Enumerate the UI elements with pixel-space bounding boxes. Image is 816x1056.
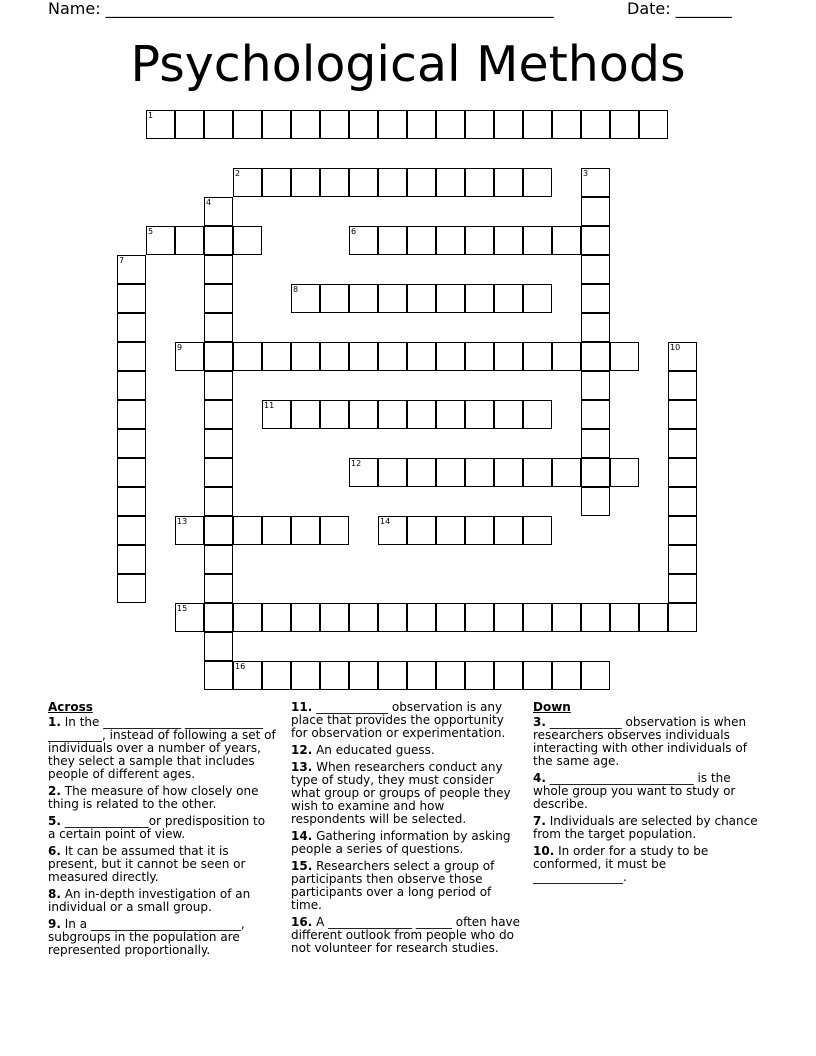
grid-cell[interactable] [494,168,523,197]
grid-cell[interactable] [465,342,494,371]
grid-cell[interactable] [523,458,552,487]
clue-item-text: ____________ observation is any place that provides the opportunity for observation or experimentation. [291,700,506,740]
clue-item-number: 6. [48,844,61,858]
grid-cell[interactable] [494,661,523,690]
grid-cell[interactable] [117,284,146,313]
grid-cell[interactable] [494,226,523,255]
grid-cell[interactable] [407,342,436,371]
grid-cell[interactable] [407,168,436,197]
clue-item-text: The measure of how closely one thing is related to the other. [48,784,259,811]
grid-cell[interactable] [349,342,378,371]
grid-cell[interactable] [233,226,262,255]
grid-cell[interactable] [378,458,407,487]
grid-cell[interactable] [523,516,552,545]
grid-cell[interactable] [494,110,523,139]
grid-cell[interactable] [610,342,639,371]
grid-cell[interactable] [523,603,552,632]
grid-cell[interactable] [204,313,233,342]
grid-cell[interactable] [320,168,349,197]
grid-cell[interactable] [320,342,349,371]
grid-cell[interactable] [552,458,581,487]
grid-cell[interactable] [262,516,291,545]
clue-number: 12 [351,459,362,468]
clue-item [48,918,276,957]
clue-number: 3 [583,169,589,178]
grid-cell[interactable] [204,574,233,603]
clue-item-number: 13. [291,760,313,774]
clue-number: 16 [235,662,246,671]
grid-cell[interactable] [668,371,697,400]
grid-cell[interactable] [320,661,349,690]
grid-cell[interactable] [291,661,320,690]
grid-cell[interactable] [639,110,668,139]
grid-cell[interactable] [581,458,610,487]
grid-cell[interactable] [436,168,465,197]
grid-cell[interactable] [610,110,639,139]
grid-cell[interactable] [407,110,436,139]
grid-cell[interactable] [436,110,465,139]
grid-cell[interactable] [523,661,552,690]
clue-item-text: Gathering information by asking people a series of questions. [291,829,511,856]
grid-cell[interactable] [233,110,262,139]
clue-item [291,701,521,740]
grid-cell[interactable] [204,661,233,690]
grid-cell[interactable] [523,284,552,313]
grid-cell[interactable] [465,226,494,255]
grid-cell[interactable] [233,603,262,632]
clue-number: 14 [380,517,391,526]
grid-cell[interactable] [378,661,407,690]
grid-cell[interactable] [581,603,610,632]
grid-cell[interactable] [581,313,610,342]
grid-cell[interactable] [378,400,407,429]
grid-cell[interactable] [204,255,233,284]
grid-cell[interactable] [465,516,494,545]
clue-number: 13 [177,517,188,526]
grid-cell[interactable] [552,603,581,632]
grid-cell[interactable] [668,458,697,487]
clue-number: 9 [177,343,183,352]
clue-item-number: 5. [48,814,61,828]
clue-item-number: 7. [533,814,546,828]
grid-cell[interactable] [117,487,146,516]
grid-cell[interactable] [668,603,697,632]
grid-cell[interactable] [407,284,436,313]
clue-item-number: 9. [48,917,61,931]
grid-cell[interactable] [581,661,610,690]
grid-cell[interactable] [291,516,320,545]
grid-cell[interactable] [668,545,697,574]
grid-cell[interactable] [610,603,639,632]
clue-item-number: 4. [533,771,546,785]
grid-cell[interactable] [523,168,552,197]
grid-cell[interactable] [378,110,407,139]
clue-item-number: 8. [48,887,61,901]
grid-cell[interactable] [378,342,407,371]
clue-item [48,845,276,884]
clue-number: 8 [293,285,299,294]
clue-item-number: 2. [48,784,61,798]
grid-cell[interactable] [494,603,523,632]
clue-item-text: A ______________ ______ often have different outlook from people who do not volunteer for research studies. [291,915,521,955]
clue-number: 10 [670,343,681,352]
grid-cell[interactable] [668,516,697,545]
grid-cell[interactable] [436,458,465,487]
clue-number: 6 [351,227,357,236]
clue-item-number: 10. [533,844,555,858]
clue-item-text: Researchers select a group of participants then observe those participants over a long period of time. [291,859,495,912]
grid-cell[interactable] [117,458,146,487]
grid-cell[interactable] [320,284,349,313]
grid-cell[interactable] [291,400,320,429]
grid-cell[interactable] [349,168,378,197]
grid-cell[interactable] [407,516,436,545]
grid-cell[interactable] [378,284,407,313]
grid-cell[interactable] [349,284,378,313]
name-field-label: Name: ________________________________________________________ [48,0,554,18]
grid-cell[interactable] [204,429,233,458]
clue-item [48,716,276,781]
grid-cell[interactable] [204,545,233,574]
grid-cell[interactable] [291,342,320,371]
grid-cell[interactable] [494,284,523,313]
grid-cell[interactable] [320,400,349,429]
clue-item-number: 1. [48,715,61,729]
clue-column-across-continued [291,701,521,959]
clue-item [533,845,758,884]
clue-column-down [533,701,758,888]
grid-cell[interactable] [262,661,291,690]
grid-cell[interactable] [465,603,494,632]
grid-cell[interactable] [523,342,552,371]
grid-cell[interactable] [378,168,407,197]
grid-cell[interactable] [117,342,146,371]
page-title: Psychological Methods [130,36,686,93]
grid-cell[interactable] [436,516,465,545]
grid-cell[interactable] [494,458,523,487]
grid-cell[interactable] [581,110,610,139]
grid-cell[interactable] [262,110,291,139]
grid-cell[interactable] [204,284,233,313]
clue-item-text: ______________or predisposition to a certain point of view. [48,814,266,841]
clue-item-number: 14. [291,829,313,843]
clue-item [48,815,276,841]
grid-cell[interactable] [204,603,233,632]
grid-cell[interactable] [668,400,697,429]
grid-cell[interactable] [378,603,407,632]
clue-item [291,860,521,912]
clue-item [291,830,521,856]
clue-item-text: It can be assumed that it is present, but it cannot be seen or measured directly. [48,844,246,884]
clue-item-number: 11. [291,700,313,714]
clue-number: 7 [119,256,125,265]
clue-number: 2 [235,169,241,178]
clue-item [291,916,521,955]
grid-cell[interactable] [465,458,494,487]
grid-cell[interactable] [581,342,610,371]
grid-cell[interactable] [204,342,233,371]
grid-cell[interactable] [175,110,204,139]
grid-cell[interactable] [494,516,523,545]
grid-cell[interactable] [581,487,610,516]
grid-cell[interactable] [349,661,378,690]
clue-item-number: 3. [533,715,546,729]
grid-cell[interactable] [204,400,233,429]
down-heading: Down [533,700,571,714]
grid-cell[interactable] [175,226,204,255]
grid-cell[interactable] [465,661,494,690]
clue-number: 4 [206,198,212,207]
grid-cell[interactable] [668,429,697,458]
grid-cell[interactable] [465,284,494,313]
grid-cell[interactable] [407,603,436,632]
grid-cell[interactable] [262,168,291,197]
grid-cell[interactable] [436,661,465,690]
grid-cell[interactable] [581,255,610,284]
grid-cell[interactable] [320,516,349,545]
grid-cell[interactable] [523,110,552,139]
grid-cell[interactable] [233,516,262,545]
clue-item-text: In a _________________________, subgroups in the population are represented proportionally. [48,917,245,957]
clue-item [48,785,276,811]
clue-number: 1 [148,111,154,120]
grid-cell[interactable] [581,197,610,226]
grid-cell[interactable] [436,226,465,255]
clue-item [48,888,276,914]
grid-cell[interactable] [349,110,378,139]
clue-number: 5 [148,227,154,236]
clue-item [533,772,758,811]
grid-cell[interactable] [552,661,581,690]
clue-item [291,761,521,826]
grid-cell[interactable] [204,110,233,139]
grid-cell[interactable] [494,342,523,371]
grid-cell[interactable] [407,661,436,690]
grid-cell[interactable] [436,603,465,632]
clue-item-text: In the _____________ _____________ _________, instead of following a set of individuals over a number of years, they select a sample that includes people of different ages. [48,715,276,781]
grid-cell[interactable] [639,603,668,632]
grid-cell[interactable] [204,371,233,400]
clue-item-text: An in-depth investigation of an individual or a small group. [48,887,251,914]
clue-item [291,744,521,757]
clue-item-number: 16. [291,915,313,929]
grid-cell[interactable] [262,342,291,371]
grid-cell[interactable] [291,110,320,139]
grid-cell[interactable] [465,400,494,429]
clue-item [533,716,758,768]
grid-cell[interactable] [552,226,581,255]
clue-item-text: ____________ observation is when researchers observes individuals interacting with other individuals of the same age. [533,715,747,768]
clue-item-text: Individuals are selected by chance from the target population. [533,814,758,841]
clue-item-text: In order for a study to be conformed, it must be _______________. [533,844,709,884]
clue-column-across [48,701,276,961]
grid-cell[interactable] [436,342,465,371]
grid-cell[interactable] [204,226,233,255]
clue-item-text: When researchers conduct any type of study, they must consider what group or groups of people they wish to examine and how respondents will be selected. [291,760,511,826]
grid-cell[interactable] [436,284,465,313]
grid-cell[interactable] [465,110,494,139]
clue-item [533,815,758,841]
grid-cell[interactable] [117,545,146,574]
grid-cell[interactable] [204,487,233,516]
grid-cell[interactable] [407,458,436,487]
grid-cell[interactable] [117,516,146,545]
grid-cell[interactable] [262,603,291,632]
grid-cell[interactable] [523,400,552,429]
grid-cell[interactable] [204,632,233,661]
grid-cell[interactable] [552,342,581,371]
grid-cell[interactable] [581,400,610,429]
grid-cell[interactable] [291,603,320,632]
clue-number: 15 [177,604,188,613]
clue-item-text: ________________________ is the whole group you want to study or describe. [533,771,736,811]
clue-item-number: 15. [291,859,313,873]
clue-number: 11 [264,401,275,410]
clue-item-text: An educated guess. [312,743,435,757]
grid-cell[interactable] [581,226,610,255]
grid-cell[interactable] [233,342,262,371]
grid-cell[interactable] [407,226,436,255]
grid-cell[interactable] [668,574,697,603]
grid-cell[interactable] [320,603,349,632]
grid-cell[interactable] [581,371,610,400]
grid-cell[interactable] [117,313,146,342]
grid-cell[interactable] [349,400,378,429]
grid-cell[interactable] [407,400,436,429]
grid-cell[interactable] [117,371,146,400]
grid-cell[interactable] [320,110,349,139]
grid-cell[interactable] [436,400,465,429]
grid-cell[interactable] [117,574,146,603]
across-heading: Across [48,700,93,714]
grid-cell[interactable] [117,429,146,458]
grid-cell[interactable] [552,110,581,139]
grid-cell[interactable] [610,458,639,487]
clue-item-number: 12. [291,743,313,757]
grid-cell[interactable] [291,168,320,197]
grid-cell[interactable] [581,284,610,313]
date-field-label: Date: _______ [627,0,732,18]
grid-cell[interactable] [378,226,407,255]
grid-cell[interactable] [204,458,233,487]
grid-cell[interactable] [204,516,233,545]
grid-cell[interactable] [668,487,697,516]
grid-cell[interactable] [523,226,552,255]
grid-cell[interactable] [494,400,523,429]
grid-cell[interactable] [581,429,610,458]
grid-cell[interactable] [117,400,146,429]
grid-cell[interactable] [465,168,494,197]
grid-cell[interactable] [349,603,378,632]
